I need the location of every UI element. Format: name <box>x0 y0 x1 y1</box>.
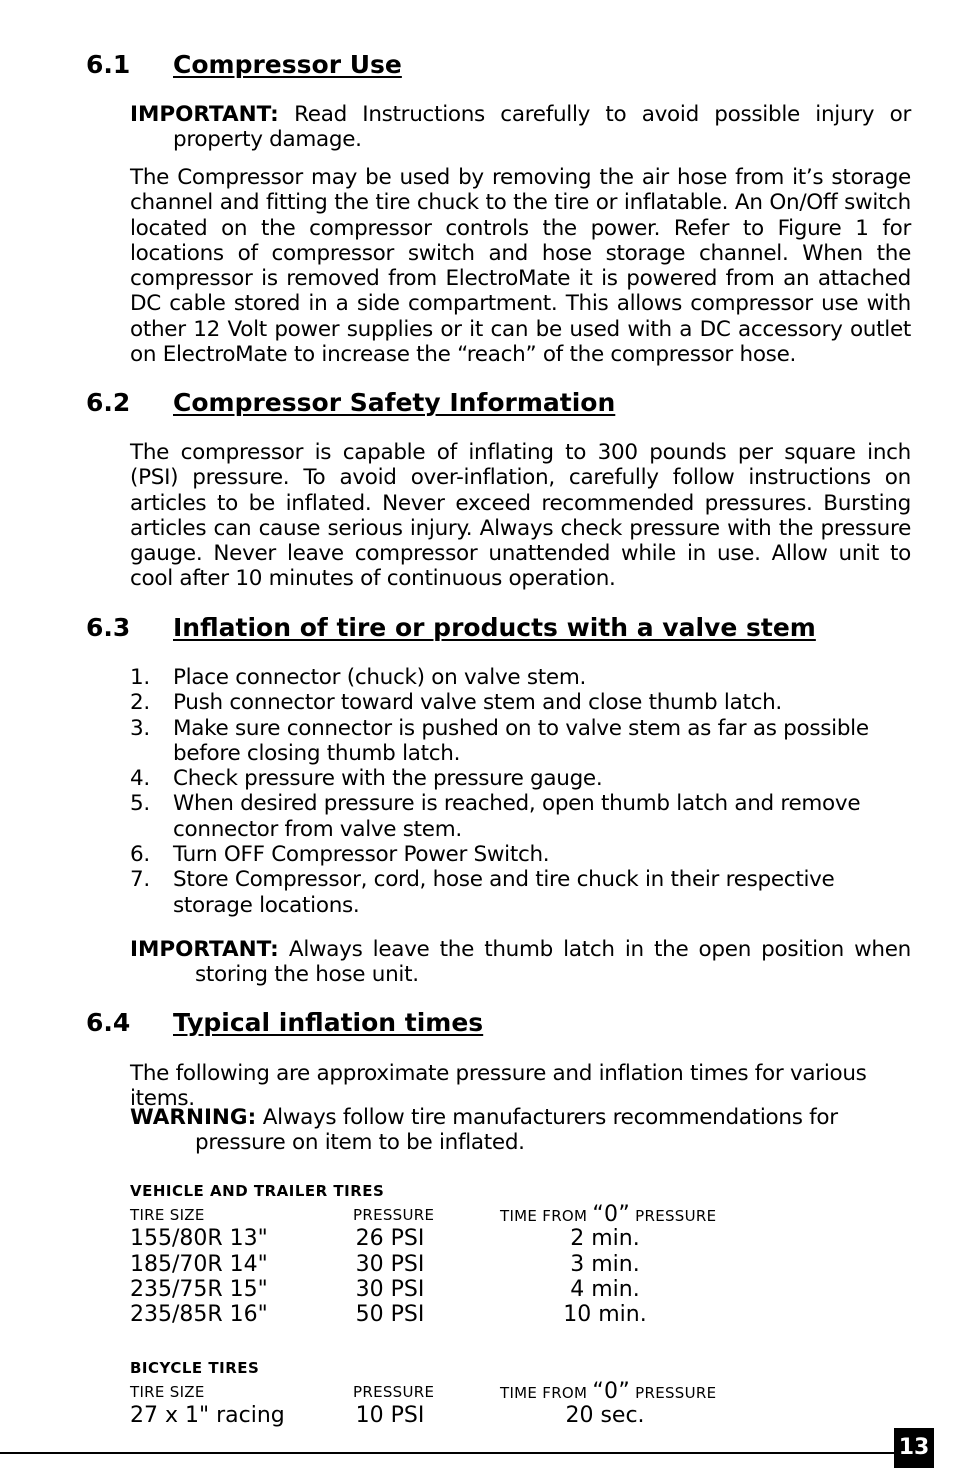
cell-time: 3 min. <box>570 1252 640 1277</box>
list-item: 4. Check pressure with the pressure gauge. <box>130 766 603 792</box>
section-6-4-heading <box>86 1008 483 1038</box>
inflation-steps-list <box>130 665 911 918</box>
list-item: 3. Make sure connector is pushed on to valve stem as far as possible before closing thumb latch. <box>130 715 869 766</box>
cell-time: 20 sec. <box>565 1403 645 1428</box>
warning-note <box>130 1105 911 1156</box>
list-item: 2. Push connector toward valve stem and close thumb latch. <box>130 690 782 716</box>
cell-pressure: 26 PSI <box>355 1226 425 1251</box>
important-label: IMPORTANT: <box>130 937 279 962</box>
vehicle-table-caption: VEHICLE AND TRAILER TIRES <box>130 1182 385 1200</box>
vehicle-table-header <box>130 1202 830 1227</box>
section-6-3-heading <box>86 613 816 643</box>
section-title: Typical inflation times <box>173 1008 484 1037</box>
table-row <box>130 1277 830 1302</box>
important-text: Read Instructions carefully to avoid possible injury or property damage. <box>173 102 911 153</box>
section-6-1-body: The Compressor may be used by removing the air hose from it’s storage channel and fitting the tire chuck to the tire or inflatable. An On/Off switch located on the compressor controls the power. Refer to Figure 1 for locations of compressor switch and hose storage channel. When the compressor is removed from ElectroMate it is powered from an attached DC cable stored in a side compartment. This allows compressor use with other 12 Volt power supplies or it can be used with a DC accessory outlet on ElectroMate to increase the “reach” of the compressor hose. <box>130 165 911 368</box>
list-item: 7. Store Compressor, cord, hose and tire chuck in their respective storage locations. <box>130 867 835 918</box>
important-text: Always leave the thumb latch in the open position when storing the hose unit. <box>195 937 911 988</box>
warning-label: WARNING: <box>130 1105 257 1130</box>
col-tire-size: TIRE SIZE <box>130 1206 205 1224</box>
cell-time: 2 min. <box>570 1226 640 1251</box>
list-item: 6. Turn OFF Compressor Power Switch. <box>130 842 550 868</box>
bicycle-table-header <box>130 1379 830 1404</box>
cell-time: 10 min. <box>563 1302 647 1327</box>
section-title: Compressor Use <box>173 50 402 79</box>
col-pressure: PRESSURE <box>353 1383 435 1401</box>
cell-time: 4 min. <box>570 1277 640 1302</box>
cell-pressure: 50 PSI <box>355 1302 425 1327</box>
cell-pressure: 30 PSI <box>355 1252 425 1277</box>
section-6-2-body: The compressor is capable of inflating to 300 pounds per square inch (PSI) pressure. To avoid over-inflation, carefully follow instructions on articles to be inflated. Never exceed recommended pressures. Bursting articles can cause serious injury. Always check pressure with the pressure gauge. Never leave compressor unattended while in use. Allow unit to cool after 10 minutes of continuous operation. <box>130 440 911 592</box>
section-title: Inflation of tire or products with a valve stem <box>173 613 816 642</box>
section-title: Compressor Safety Information <box>173 388 616 417</box>
page-number-badge: 13 <box>894 1428 934 1468</box>
section-6-4-intro: The following are approximate pressure and inflation times for various items. <box>130 1061 867 1112</box>
table-row <box>130 1252 830 1277</box>
col-tire-size: TIRE SIZE <box>130 1383 205 1401</box>
list-item: 5. When desired pressure is reached, open thumb latch and remove connector from valve stem. <box>130 791 861 842</box>
cell-size: 235/85R 16" <box>130 1302 268 1327</box>
important-note-6-3 <box>130 937 911 988</box>
section-number: 6.2 <box>86 388 131 417</box>
cell-pressure: 30 PSI <box>355 1277 425 1302</box>
section-number: 6.1 <box>86 50 131 79</box>
col-time: TIME FROM “0” PRESSURE <box>500 1379 717 1404</box>
section-number: 6.3 <box>86 613 131 642</box>
warning-text: Always follow tire manufacturers recommendations for pressure on item to be inflated. <box>195 1105 838 1156</box>
table-row <box>130 1302 830 1327</box>
bicycle-table-caption: BICYCLE TIRES <box>130 1359 260 1377</box>
list-item: 1. Place connector (chuck) on valve stem. <box>130 665 586 690</box>
section-6-2-heading <box>86 388 615 418</box>
section-number: 6.4 <box>86 1008 131 1037</box>
cell-size: 185/70R 14" <box>130 1252 268 1277</box>
important-note-6-1 <box>130 102 911 153</box>
col-time: TIME FROM “0” PRESSURE <box>500 1202 717 1227</box>
cell-pressure: 10 PSI <box>355 1403 425 1428</box>
cell-size: 155/80R 13" <box>130 1226 268 1251</box>
important-label: IMPORTANT: <box>130 102 279 127</box>
footer-rule <box>0 1452 894 1454</box>
section-6-1-heading <box>86 50 402 80</box>
col-pressure: PRESSURE <box>353 1206 435 1224</box>
cell-size: 235/75R 15" <box>130 1277 268 1302</box>
table-row <box>130 1226 830 1251</box>
cell-size: 27 x 1" racing <box>130 1403 285 1428</box>
table-row <box>130 1403 830 1428</box>
